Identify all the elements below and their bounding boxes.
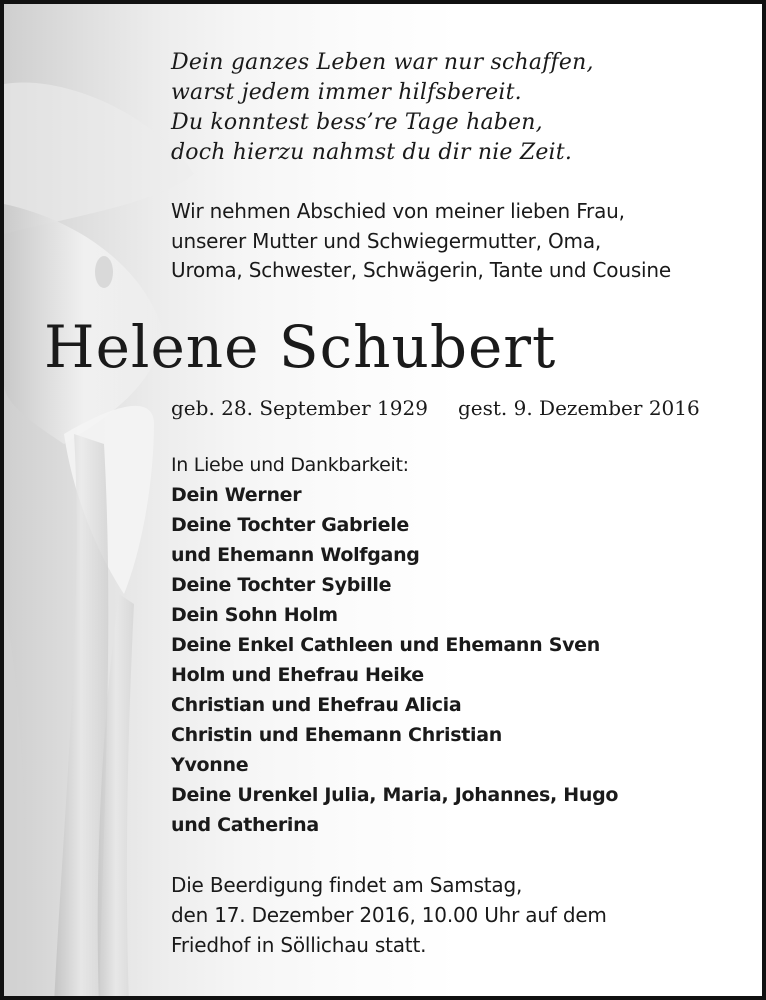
family-member: und Ehemann Wolfgang	[171, 544, 420, 566]
poem-line: warst jedem immer hilfsbereit.	[171, 80, 522, 105]
funeral-line: Die Beerdigung findet am Samstag,	[171, 873, 523, 897]
funeral-line: den 17. Dezember 2016, 10.00 Uhr auf dem	[171, 903, 607, 927]
birth-date: geb. 28. September 1929	[171, 396, 428, 420]
family-member: Deine Urenkel Julia, Maria, Johannes, Hugo	[171, 784, 619, 806]
poem	[171, 48, 594, 168]
family-member: Yvonne	[171, 754, 249, 776]
poem-line: doch hierzu nahmst du dir nie Zeit.	[171, 140, 573, 165]
intro-line: unserer Mutter und Schwiegermutter, Oma,	[171, 228, 602, 253]
deceased-name: Helene Schubert	[44, 313, 557, 381]
obituary-content	[4, 4, 766, 1000]
family-member: und Catherina	[171, 814, 319, 836]
farewell-intro	[171, 197, 671, 286]
family-member: Holm und Ehefrau Heike	[171, 664, 424, 686]
funeral-line: Friedhof in Söllichau statt.	[171, 933, 427, 957]
family-member: Dein Sohn Holm	[171, 604, 338, 626]
poem-line: Dein ganzes Leben war nur schaffen,	[171, 50, 594, 75]
family-heading: In Liebe und Dankbarkeit:	[171, 454, 409, 476]
intro-line: Uroma, Schwester, Schwägerin, Tante und Cousine	[171, 258, 671, 282]
poem-line: Du konntest bess’re Tage haben,	[171, 110, 543, 135]
intro-line: Wir nehmen Abschied von meiner lieben Frau,	[171, 199, 625, 223]
family-member: Deine Tochter Sybille	[171, 574, 392, 596]
family-member: Dein Werner	[171, 484, 302, 506]
family-member: Deine Tochter Gabriele	[171, 514, 410, 536]
family-member: Christian und Ehefrau Alicia	[171, 694, 462, 716]
family-member: Deine Enkel Cathleen und Ehemann Sven	[171, 634, 600, 656]
life-dates	[171, 393, 700, 423]
family-list	[171, 450, 618, 840]
death-date: gest. 9. Dezember 2016	[457, 396, 700, 420]
funeral-notice	[171, 870, 607, 960]
family-member: Christin und Ehemann Christian	[171, 724, 502, 746]
